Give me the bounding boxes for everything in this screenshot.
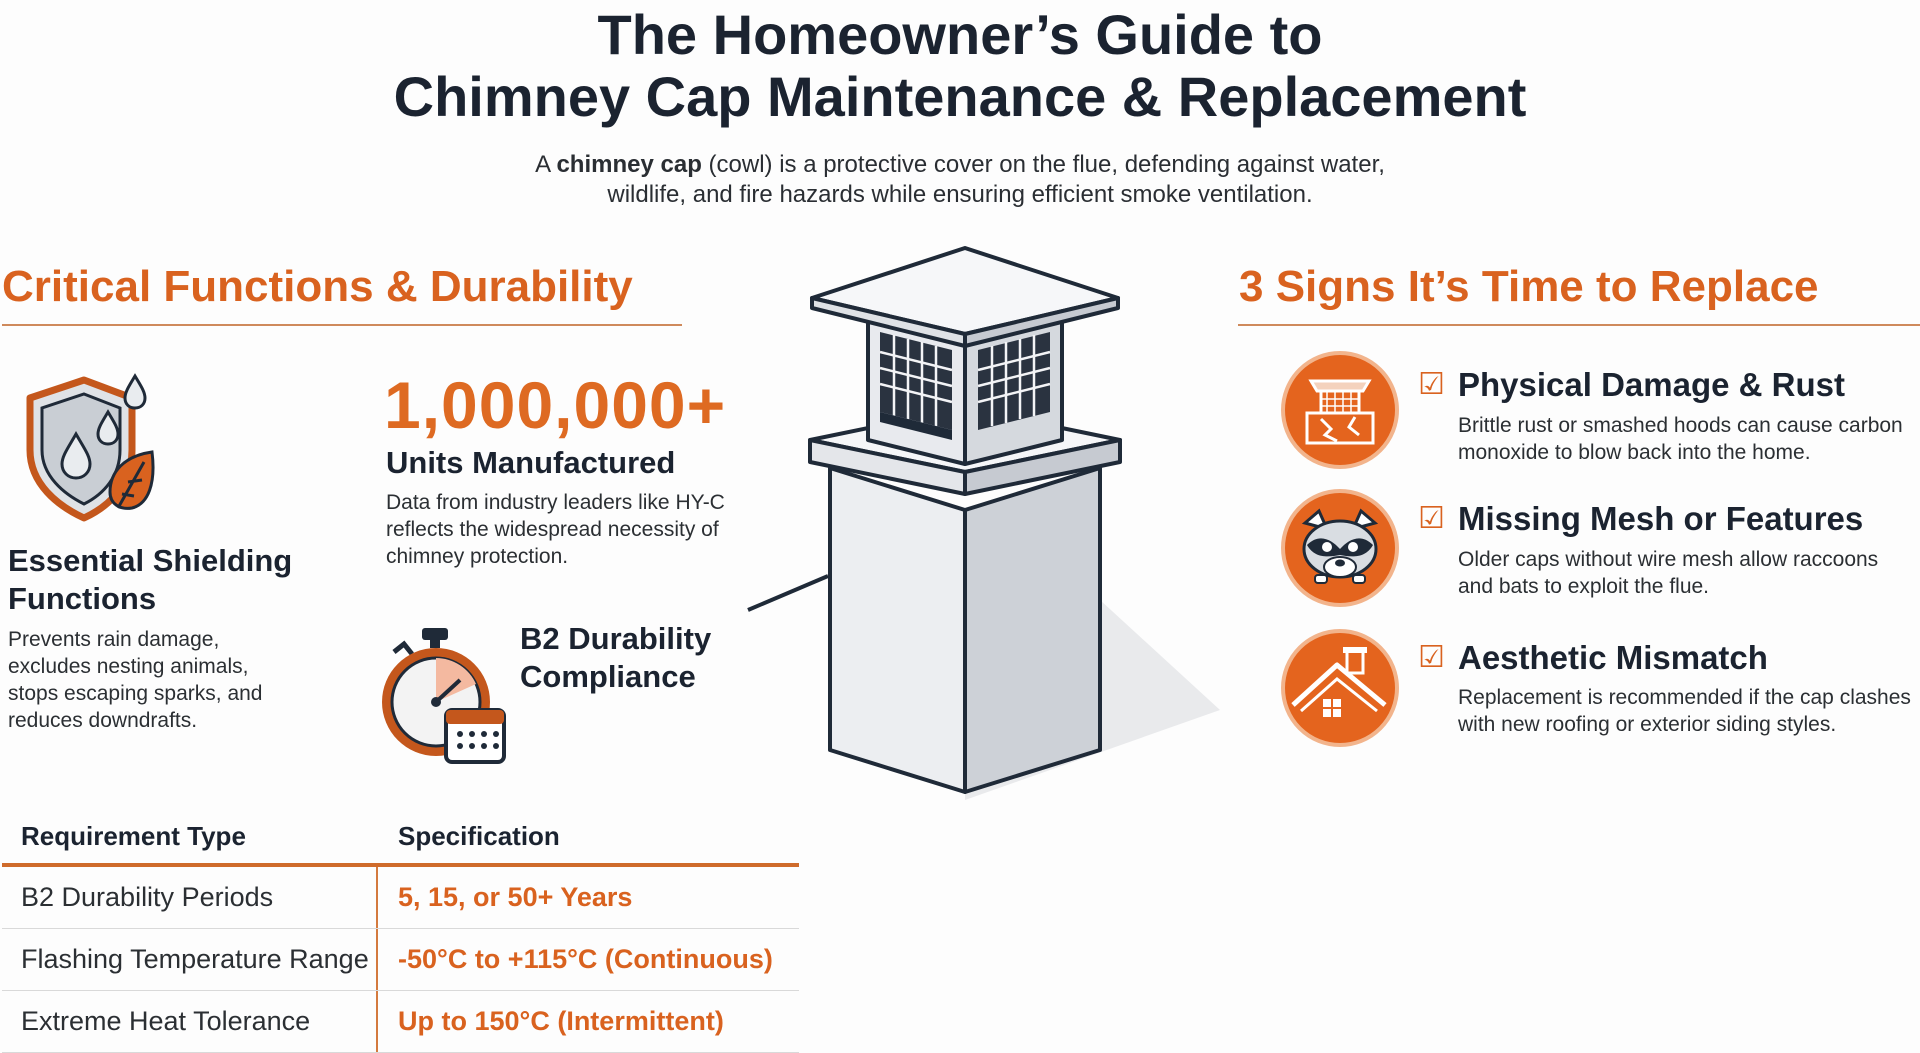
sign-1-title: Physical Damage & Rust <box>1458 366 1845 403</box>
raccoon-icon <box>1281 489 1399 607</box>
sign-2-desc <box>1458 546 1878 600</box>
table-header-cell <box>378 810 799 863</box>
sign-desc-line: Replacement is recommended if the cap clashes <box>1458 686 1911 709</box>
shielding-title-line-1: Essential Shielding <box>8 543 293 578</box>
units-stat-desc <box>386 489 725 570</box>
sign-desc-line: Older caps without wire mesh allow raccoons <box>1458 548 1879 571</box>
durability-title-line-2: Compliance <box>520 659 696 694</box>
shielding-title <box>8 542 292 618</box>
shield-leaf-water-icon <box>24 372 164 522</box>
right-section-rule <box>1238 324 1920 326</box>
left-section-rule <box>2 324 682 326</box>
shielding-desc-line: stops escaping sparks, and <box>8 682 263 705</box>
shielding-title-line-2: Functions <box>8 581 157 616</box>
table-cell-spec <box>378 991 799 1052</box>
intro-line-2: wildlife, and fire hazards while ensuring efficient smoke ventilation. <box>607 181 1313 208</box>
title-line-1: The Homeowner’s Guide to <box>597 3 1323 66</box>
intro-paragraph <box>0 150 1920 210</box>
sign-desc-line: with new roofing or exterior siding styles. <box>1458 713 1837 736</box>
shielding-desc-line: reduces downdrafts. <box>8 709 198 732</box>
header-specification: Specification <box>398 821 560 851</box>
cell-text: B2 Durability Periods <box>21 882 274 912</box>
table-cell-type <box>2 867 378 928</box>
cell-text: 5, 15, or 50+ Years <box>398 882 633 912</box>
check-icon: ☑ <box>1418 502 1445 535</box>
table-cell-type <box>2 929 378 990</box>
table-row <box>2 867 799 929</box>
sign-1-desc <box>1458 412 1903 466</box>
units-stat-number: 1,000,000+ <box>384 368 727 442</box>
sign-desc-line: and bats to exploit the flue. <box>1458 575 1710 598</box>
table-row <box>2 929 799 991</box>
stat-desc-line: chimney protection. <box>386 545 569 568</box>
table-cell-spec <box>378 929 799 990</box>
cell-text: Flashing Temperature Range <box>21 944 369 974</box>
damaged-cap-icon <box>1281 351 1399 469</box>
right-section-title: 3 Signs It’s Time to Replace <box>1239 262 1819 311</box>
intro-prefix: A <box>535 151 557 178</box>
title-line-2: Chimney Cap Maintenance & Replacement <box>393 65 1527 128</box>
shielding-desc-line: excludes nesting animals, <box>8 655 249 678</box>
shielding-desc <box>8 626 262 734</box>
check-icon: ☑ <box>1418 368 1445 401</box>
house-roof-icon <box>1281 629 1399 747</box>
sign-3-desc <box>1458 684 1911 738</box>
chimney-cap-illustration <box>740 240 1240 800</box>
intro-bold: chimney cap <box>556 151 702 178</box>
shielding-desc-line: Prevents rain damage, <box>8 628 220 651</box>
check-icon: ☑ <box>1418 641 1445 674</box>
sign-3-title: Aesthetic Mismatch <box>1458 639 1768 676</box>
table-row <box>2 991 799 1053</box>
sign-desc-line: Brittle rust or smashed hoods can cause carbon <box>1458 414 1903 437</box>
page-title <box>0 4 1920 128</box>
table-cell-type <box>2 991 378 1052</box>
table-header-row <box>2 810 799 867</box>
units-stat-label: Units Manufactured <box>386 445 676 480</box>
stopwatch-calendar-icon <box>376 626 506 766</box>
sign-desc-line: monoxide to blow back into the home. <box>1458 441 1811 464</box>
table-cell-spec <box>378 867 799 928</box>
stat-desc-line: reflects the widespread necessity of <box>386 518 719 541</box>
sign-2-title: Missing Mesh or Features <box>1458 500 1864 537</box>
intro-line-1-rest: (cowl) is a protective cover on the flue, defending against water, <box>701 151 1385 178</box>
left-section-title: Critical Functions & Durability <box>2 262 633 311</box>
header-requirement-type: Requirement Type <box>21 821 246 851</box>
requirements-table <box>2 810 799 1053</box>
table-header-cell <box>2 810 378 863</box>
cell-text: Up to 150°C (Intermittent) <box>398 1006 724 1036</box>
cell-text: -50°C to +115°C (Continuous) <box>398 944 773 974</box>
durability-title-line-1: B2 Durability <box>520 621 712 656</box>
stat-desc-line: Data from industry leaders like HY-C <box>386 491 725 514</box>
cell-text: Extreme Heat Tolerance <box>21 1006 311 1036</box>
intro-line-1 <box>0 150 1920 180</box>
durability-title <box>520 620 711 696</box>
